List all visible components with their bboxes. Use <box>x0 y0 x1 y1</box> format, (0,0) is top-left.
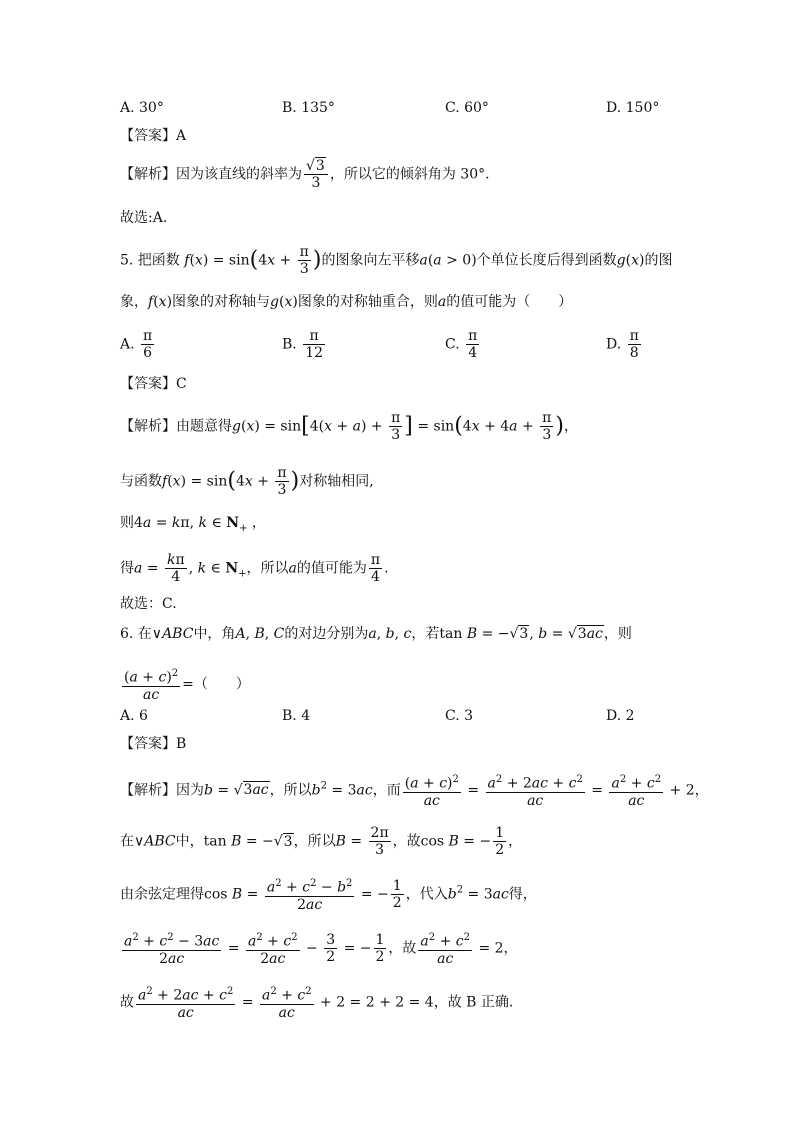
q5-answer: 【答案】C <box>120 376 187 392</box>
q4-answer: 【答案】A <box>120 128 187 144</box>
q6-analysis-2: 在∨ABC中，tan B = −√3，所以B = $\frac{2\pi}{3}$ ，故cos B = − $\frac{1}{2}$ ， <box>120 825 523 858</box>
q6-option-a: A. 6 <box>120 708 148 724</box>
q6-analysis-1: 【解析】因为b = √3ac，所以$b^2 = 3ac$，而 $\frac{(a + c)^2}{ac}$ = $\frac{a^2 + 2ac + c^2}{ac}$ = $\frac{a^2 + c^2}{ac}$ + 2， <box>120 774 709 809</box>
q5-analysis-3: 则4a = kπ, k ∈ $N_+$ ， <box>120 515 266 534</box>
q5-option-c: C. $\frac{\pi}{4}$ <box>445 328 478 361</box>
q5-analysis-1: 【解析】由题意得g(x) = sin[4(x + a) + $\frac{\pi}{3}$ ] = sin(4x + 4a + $\frac{\pi}{3}$ )， <box>120 410 578 443</box>
q5-stem-line1: 5. 把函数 f(x) = sin(4x + $\frac{\pi}{3}$ )的图象向左平移a(a > 0)个单位长度后得到函数g(x)的图 <box>120 244 673 277</box>
q4-option-b: B. 135° <box>282 100 335 116</box>
q5-option-b: B. $\frac{\pi}{12}$ <box>282 328 324 361</box>
q6-analysis-5: 故 $\frac{a^2 + 2ac + c^2}{ac}$ = $\frac{a^2 + c^2}{ac}$ + 2 = 2 + 2 = 4，故 B 正确. <box>120 986 514 1021</box>
q6-stem-line2: $\frac{(a + c)^2}{ac}$ =（ ） <box>124 668 250 703</box>
q4-option-c: C. 60° <box>445 100 489 116</box>
q5-option-a: A. $\frac{\pi}{6}$ <box>120 328 153 361</box>
q6-analysis-4: $\frac{a^2 + c^2 - 3ac}{2ac}$ = $\frac{a^2 + c^2}{2ac}$ − $\frac{3}{2}$ = − $\frac{1}{2}$ ，故 $\frac{a^2 + c^2}{ac}$ = 2， <box>124 931 518 967</box>
q5-conclusion: 故选：C. <box>120 596 177 612</box>
q4-option-d: D. 150° <box>606 100 660 116</box>
q4-conclusion: 故选:A. <box>120 210 168 226</box>
q5-option-d: D. $\frac{\pi}{8}$ <box>606 328 639 361</box>
q4-analysis: 【解析】因为该直线的斜率为 $\frac{√3}{3}$ ，所以它的倾斜角为 30°. <box>120 158 490 191</box>
q6-analysis-3: 由余弦定理得cos B = $\frac{a^2 + c^2 - b^2}{2ac}$ = − $\frac{1}{2}$ ，代入$b^2 = 3ac$得， <box>120 877 537 913</box>
q6-option-c: C. 3 <box>445 708 474 724</box>
q5-stem-line2: 象，f(x)图象的对称轴与g(x)图象的对称轴重合，则a的值可能为（ ） <box>120 294 573 310</box>
q5-analysis-2: 与函数f(x) = sin(4x + $\frac{\pi}{3}$ )对称轴相同, <box>120 465 374 498</box>
q5-analysis-4: 得a = $\frac{k\pi}{4}$ , k ∈ $N_+$，所以a的值可能为 $\frac{\pi}{4}$ . <box>120 552 389 585</box>
q6-stem-line1: 6. 在∨ABC中，角A, B, C的对边分别为a, b, c，若tan B = −√3, b = √3ac，则 <box>120 626 632 642</box>
q4-option-a: A. 30° <box>120 100 164 116</box>
q6-option-d: D. 2 <box>606 708 635 724</box>
q6-option-b: B. 4 <box>282 708 311 724</box>
q6-answer: 【答案】B <box>120 736 187 752</box>
